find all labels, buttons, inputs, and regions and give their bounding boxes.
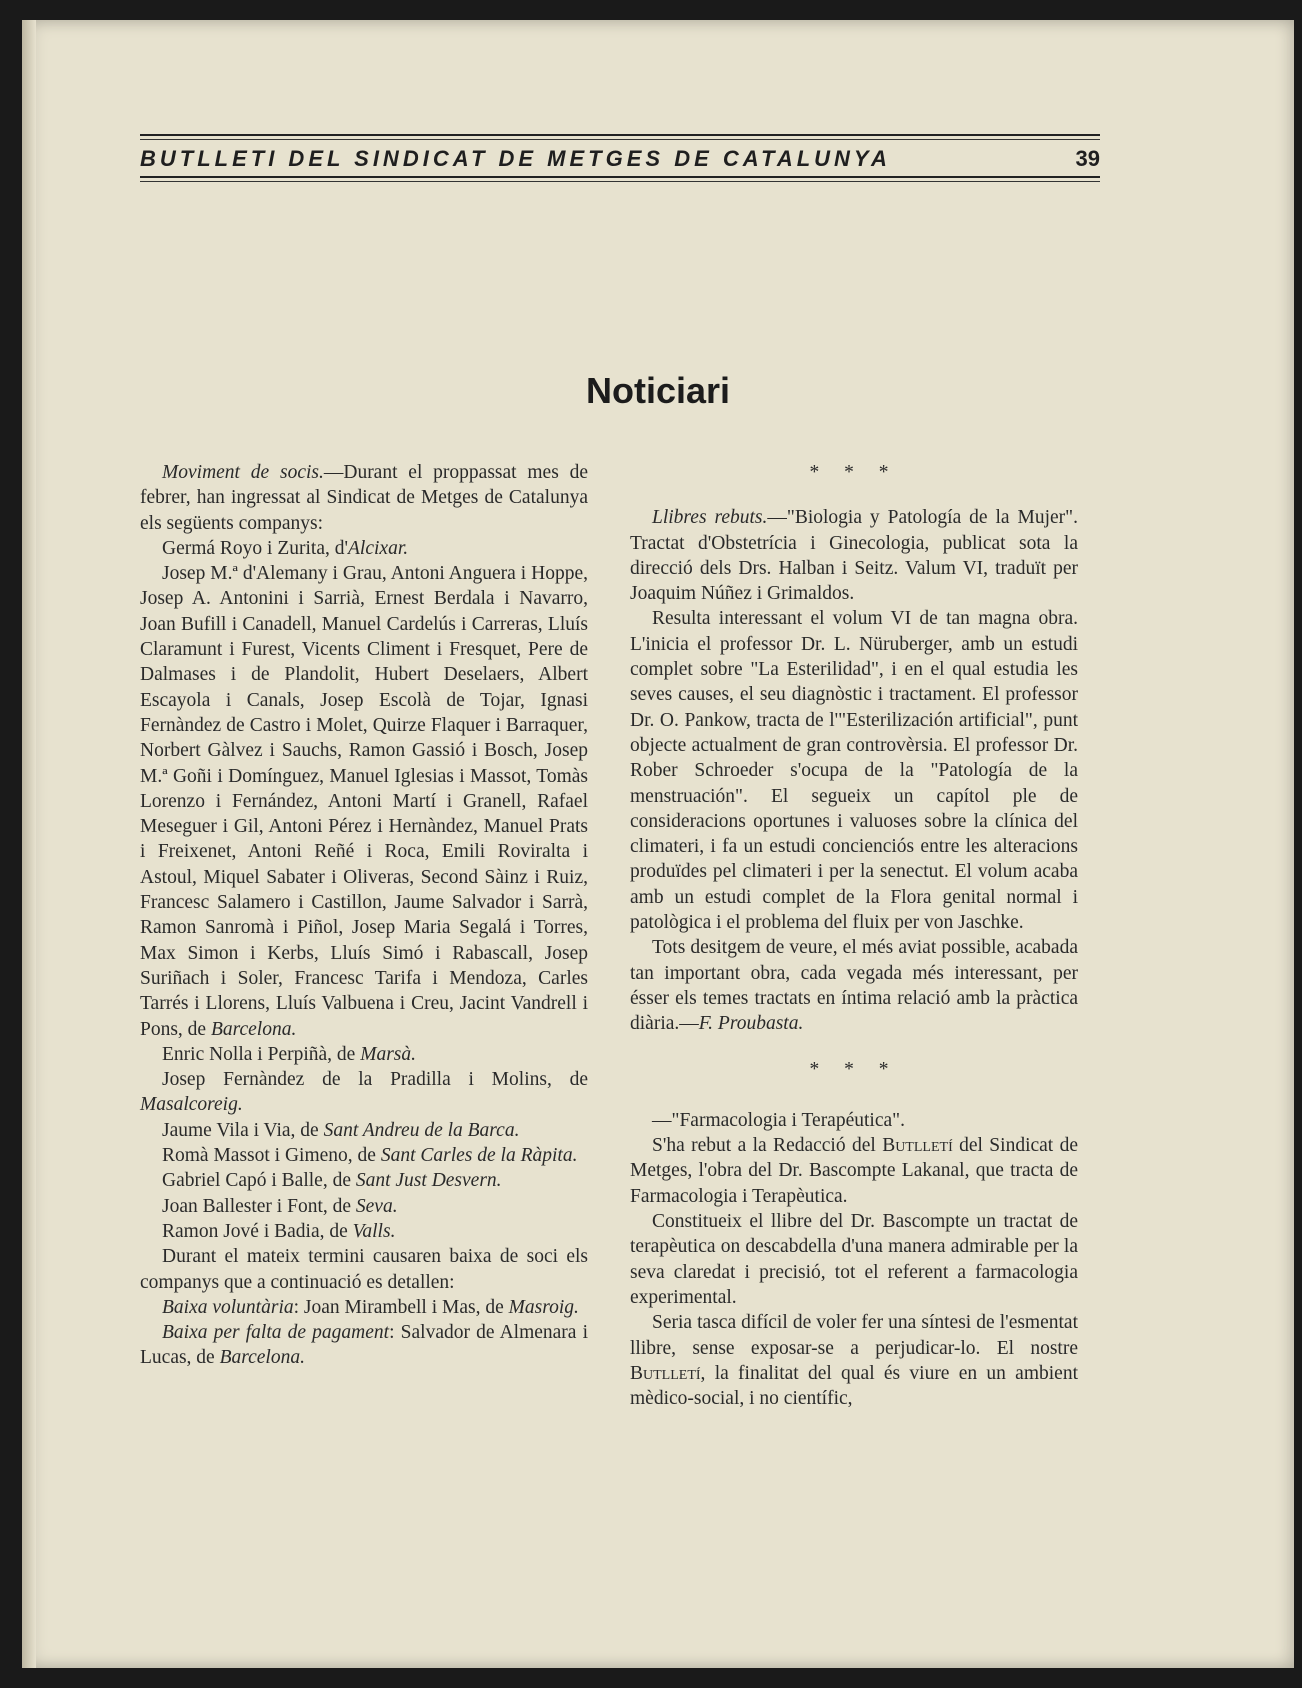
header-top-rule — [140, 134, 1100, 136]
paragraph-pharmacology: Constitueix el llibre del Dr. Bascompte un tractat de terapèutica on descabdella d'una manera admirable per la seva claredat i precisió, tot el referent a farmacologia experimental. — [630, 1211, 1078, 1308]
member-name: Josep M.ª d'Alemany i Grau, Antoni Anguera i Hoppe, Josep A. Antonini i Sarrià, Ernest Berdala i Navarro, Joan Bufill i Canadell, Manuel Cardelús i Carreras, Lluís Claramunt i Furest, Vicents Climent i Fresquet, Pere de Dalmases i de Plandolit, Hubert Deselaers, Albert Escayola i Canals, Josep Escolà de Tojar, Ignasi Fernàndez de Castro i Molet, Quirze Flaquer i Barraquer, Norbert Gàlvez i Sauchs, Ramon Gassió i Bosch, Josep M.ª Goñi i Domínguez, Manuel Iglesias i Massot, Tomàs Lorenzo i Fernández, Antoni Martí i Granell, Rafael Meseguer i Gil, Antoni Pérez i Hernàndez, Manuel Prats i Freixenet, Antoni Reñé i Roca, Emili Roviralta i Astoul, Miquel Sabater i Oliveras, Second Sàinz i Ruiz, Francesc Salamero i Castillon, Jaume Salvador i Sarrà, Ramon Sanromà i Piñol, Josep Maria Segalá i Torres, Max Simon i Kerbs, Lluís Simó i Rabascall, Josep Suriñach i Soler, Francesc Tarifa i Mendoza, Carles Tarrés i Llorens, Lluís Valbuena i Creu, Jacint Vandrell i Pons, de — [140, 563, 588, 1040]
member-entry — [140, 1194, 588, 1219]
member-entry — [140, 1168, 588, 1193]
bulletin-name: Butlletí — [882, 1135, 953, 1157]
paragraph-review-closing — [630, 935, 1078, 1036]
member-name: Ramon Jové i Badia, de — [162, 1220, 348, 1242]
page-number: 39 — [1075, 146, 1100, 171]
member-entry — [140, 1143, 588, 1168]
header-line — [140, 140, 1100, 176]
section-lead: Llibres rebuts. — [652, 507, 768, 529]
leaver-name: : Joan Mirambell i Mas, de — [293, 1296, 504, 1318]
leaver-place: Masroig. — [508, 1296, 579, 1318]
member-place: Seva. — [355, 1195, 398, 1217]
paragraph-text: , la finalitat del qual és viure en un ambient mèdico-social, i no científic, — [630, 1362, 1078, 1410]
running-header — [140, 134, 1100, 182]
leaver-type: Baixa per falta de pagament — [162, 1322, 390, 1344]
header-bottom-rule-thin — [140, 181, 1100, 182]
paragraph-books-received — [630, 505, 1078, 606]
paragraph-text: —Durant el proppassat mes de febrer, han ingressat al Sindicat de Metges de Catalunya els següents companys: — [140, 462, 588, 534]
member-name: Joan Ballester i Font, de — [162, 1195, 352, 1217]
section-title: Noticiari — [585, 370, 731, 411]
member-entry — [140, 1219, 588, 1244]
paragraph-leavers: Durant el mateix termini causaren baixa de soci els companys que a continuació es detallen: — [140, 1246, 588, 1293]
member-place: Sant Just Desvern. — [355, 1170, 502, 1192]
paragraph-text: Tots desitgem de veure, el més aviat possible, acabada tan important obra, cada vegada més interessant, per ésser els temes tractats en íntima relació amb la pràctica diària.— — [630, 937, 1078, 1035]
section-divider-stars: * * * — [809, 1058, 899, 1080]
member-place: Valls. — [352, 1220, 396, 1242]
member-place: Alcixar. — [348, 537, 409, 559]
paragraph-members — [140, 460, 588, 536]
member-entry — [140, 1118, 588, 1143]
member-name: Germá Royo i Zurita, d' — [162, 537, 349, 559]
section-divider-stars: * * * — [809, 462, 899, 483]
member-name: Gabriel Capó i Balle, de — [162, 1170, 351, 1192]
section-lead: Moviment de socis. — [162, 462, 324, 483]
paragraph-review: Resulta interessant el volum VI de tan magna obra. L'inicia el professor Dr. L. Nüruberger, amb un estudi complet sobre "La Esterilidad", i en el qual estudia les seves causes, el seu diagnòstic i tractament. El professor Dr. O. Pankow, tracta de l'"Esterilización artificial", punt objecte actualment de gran controvèrsia. El professor Dr. Rober Schroeder s'ocupa de la "Patología de la menstruación". El segueix un capítol ple de consideracions oportunes i valuoses sobre la clínica del climateri, i fa un estudi concienciós entre les alteracions produïdes pel climateri i per la senectut. El volum acaba amb un estudi complet de la Flora genital normal i patològica i el problema del fluix per von Jaschke. — [630, 608, 1078, 934]
left-column — [140, 460, 588, 1371]
paragraph-text: —"Biologia y Patología de la Mujer". Tractat d'Obstetrícia i Ginecologia, publicat sota la direcció dels Drs. Halban i Seitz. Valum VI, traduït per Joaquim Núñez i Grimaldos. — [630, 507, 1078, 605]
paragraph-pharmacology — [630, 1310, 1078, 1411]
member-place: Marsà. — [360, 1043, 416, 1065]
member-entry — [140, 1067, 588, 1118]
author-signature: F. Proubasta. — [698, 1013, 804, 1035]
paragraph-text: S'ha rebut a la Redacció del — [652, 1135, 876, 1157]
paragraph-text: del Sindicat de Metges, l'obra del Dr. Bascompte Lakanal, que tracta de Farmacologia i Terapèutica. — [630, 1135, 1078, 1207]
member-place: Sant Andreu de la Barca. — [323, 1119, 520, 1141]
member-place: Masalcoreig. — [140, 1094, 243, 1116]
header-bottom-rule — [140, 176, 1100, 178]
member-place: Sant Carles de la Ràpita. — [380, 1145, 578, 1167]
member-entry — [140, 1042, 588, 1067]
leaver-entry — [140, 1295, 588, 1320]
paragraph-text: Seria tasca difícil de voler fer una síntesi de l'esmentat llibre, sense exposar-se a perjudicar-lo. El nostre — [630, 1312, 1078, 1359]
member-name: Romà Massot i Gimeno, de — [162, 1145, 376, 1167]
member-name: Jaume Vila i Via, de — [162, 1119, 319, 1141]
leaver-entry — [140, 1320, 588, 1371]
member-entry — [140, 561, 588, 1042]
member-place: Barcelona. — [210, 1018, 297, 1040]
journal-page — [22, 20, 1294, 1668]
member-name: Enric Nolla i Perpiñà, de — [162, 1043, 356, 1065]
leaver-name: : Salvador de Almenara i Lucas, de — [140, 1322, 588, 1369]
member-name: Josep Fernàndez de la Pradilla i Molins, de — [162, 1069, 588, 1091]
leaver-type: Baixa voluntària — [162, 1296, 294, 1318]
member-entry — [140, 536, 588, 561]
bulletin-name: Butlletí — [630, 1362, 701, 1384]
journal-title: BUTLLETI DEL SINDICAT DE METGES DE CATALUNYA — [140, 146, 891, 171]
paragraph-pharmacology-title: —"Farmacologia i Terapéutica". — [652, 1109, 905, 1131]
leaver-place: Barcelona. — [219, 1347, 305, 1369]
right-column — [630, 460, 1078, 1411]
page-spine-shadow — [22, 20, 36, 1668]
paragraph-pharmacology — [630, 1133, 1078, 1209]
